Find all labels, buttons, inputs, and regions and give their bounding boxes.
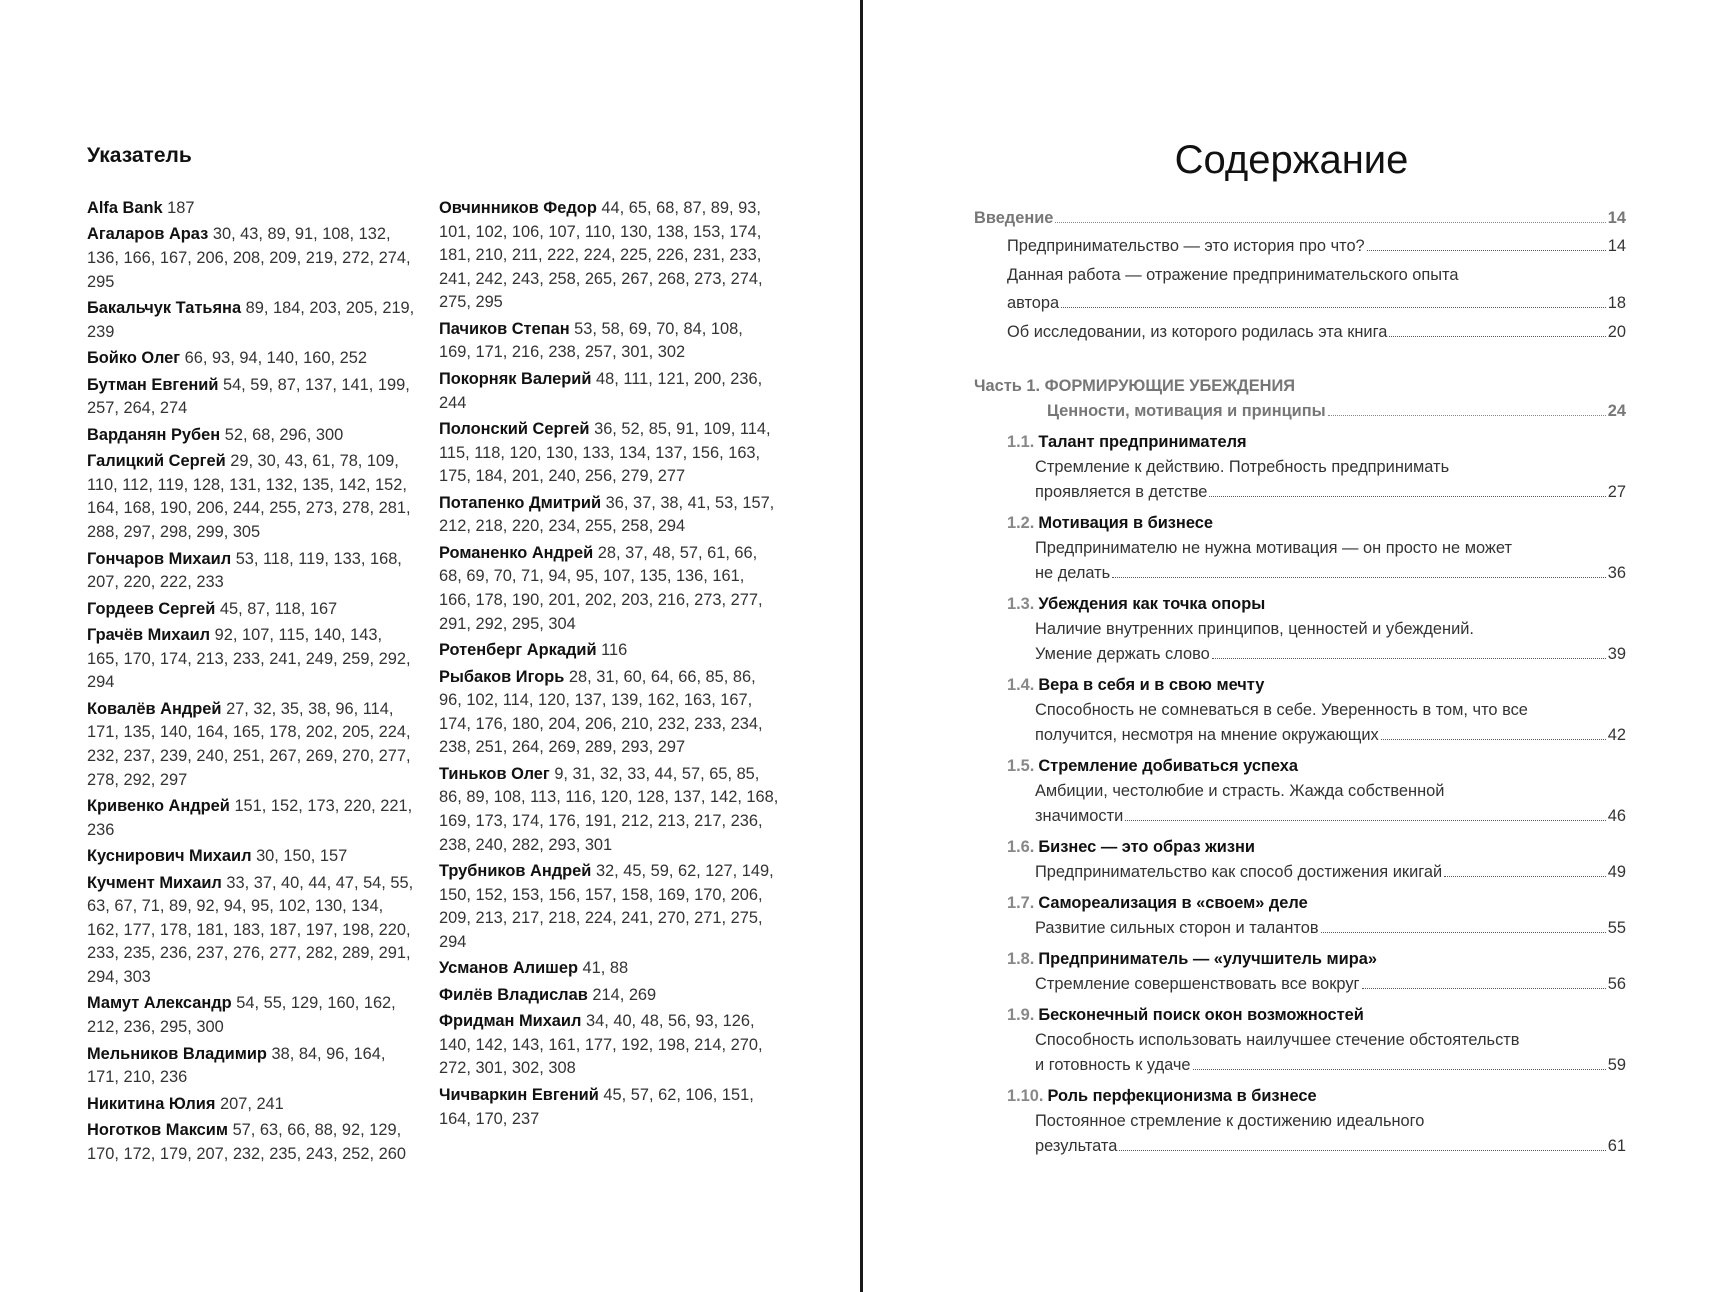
index-entry-name: Пачиков Степан (439, 319, 570, 338)
toc-chapter-title: Талант предпринимателя (1038, 433, 1247, 451)
toc-chapter-desc-line1: Наличие внутренних принципов, ценностей и убеждений. (1035, 620, 1474, 638)
toc-chapter-desc: Развитие сильных сторон и талантов (1035, 919, 1319, 937)
toc-chapter-number: 1.1. (1007, 433, 1035, 451)
toc-item-page: 18 (1607, 294, 1626, 312)
index-entry-name: Усманов Алишер (439, 959, 578, 978)
toc-chapters (974, 430, 1626, 1159)
toc-part-page: 24 (1607, 402, 1626, 420)
index-entry-name: Покорняк Валерий (439, 369, 592, 388)
toc-chapter[interactable] (974, 891, 1626, 941)
index-entry (439, 639, 779, 663)
index-entry-name: Грачёв Михаил (87, 626, 211, 645)
toc-chapter-desc-line2 (1007, 642, 1626, 667)
toc-chapter-desc: Умение держать слово (1035, 645, 1210, 663)
toc-chapter-title: Вера в себя и в свою мечту (1038, 676, 1265, 694)
dot-leader (1389, 336, 1605, 337)
dot-leader (1381, 739, 1606, 740)
toc-chapter-desc: не делать (1035, 564, 1111, 582)
toc-item-title-line2: автора (1007, 294, 1060, 312)
index-entry (87, 698, 417, 792)
index-entry-pages: 29, 30, 43, 61, 78, 109, 110, 112, 119, 128, 131, 132, 135, 142, 152, 164, 168, 190, 206, 244, 255, 273, 278, 281, 288, 297, 298, 299, 305 (87, 452, 411, 542)
index-entry-name: Чичваркин Евгений (439, 1085, 599, 1104)
index-entry-pages: 214, 269 (592, 985, 657, 1004)
toc-chapter-heading (1007, 1003, 1626, 1028)
index-entry (439, 860, 779, 954)
dot-leader (1367, 250, 1606, 251)
index-entry-pages: 33, 37, 40, 44, 47, 54, 55, 63, 67, 71, 89, 92, 94, 95, 102, 130, 134, 162, 177, 178, 181, 183, 187, 197, 198, 220, 233, 235, 236, 237, 276, 277, 282, 289, 291, 294, 303 (87, 873, 414, 986)
index-entry-pages: 187 (167, 199, 195, 217)
toc-chapter-heading (1007, 1084, 1626, 1109)
toc-chapter-desc-line2 (1007, 723, 1626, 748)
toc-chapter-heading (1007, 430, 1626, 455)
index-entry-name: Галицкий Сергей (87, 452, 226, 471)
index-entry (439, 666, 779, 760)
index-entry (87, 197, 417, 221)
dot-leader (1321, 932, 1606, 933)
index-entry (87, 795, 417, 842)
index-entry-name: Потапенко Дмитрий (439, 493, 602, 512)
index-entry-name: Кучмент Михаил (87, 873, 222, 892)
toc-chapter-desc-line2 (1007, 1053, 1626, 1078)
index-entry-pages: 207, 241 (219, 1094, 284, 1113)
toc-chapter-number: 1.4. (1007, 676, 1035, 694)
toc-chapter-desc: значимости (1035, 807, 1124, 825)
index-entry (87, 598, 417, 622)
index-entry-pages: 92, 107, 115, 140, 143, 165, 170, 174, 213, 233, 241, 249, 259, 292, 294 (87, 626, 411, 692)
index-entry-name: Куснирович Михаил (87, 847, 252, 866)
index-entry (439, 1010, 779, 1081)
toc-chapter-title: Роль перфекционизма в бизнесе (1047, 1087, 1317, 1105)
toc-chapter-desc-line1: Способность не сомневаться в себе. Уверенность в том, что все (1035, 701, 1528, 719)
dot-leader (1328, 415, 1606, 416)
toc-chapter-title: Стремление добиваться успеха (1038, 757, 1298, 775)
index-entry-name: Ковалёв Андрей (87, 699, 222, 718)
toc-chapter-number: 1.7. (1007, 894, 1035, 912)
toc-intro-item[interactable] (974, 318, 1626, 347)
index-entry-pages: 34, 40, 48, 56, 93, 126, 140, 142, 143, 161, 177, 192, 198, 214, 270, 272, 301, 302, 308 (439, 1012, 763, 1078)
toc-chapter-desc-line2 (1007, 480, 1626, 505)
toc-chapter-desc-line2 (1007, 860, 1626, 885)
dot-leader (1119, 1150, 1605, 1151)
index-entry (87, 424, 417, 448)
index-entry (87, 450, 417, 544)
index-entry (439, 1084, 779, 1131)
toc-chapter-number: 1.10. (1007, 1087, 1044, 1105)
toc-item-title-line1: Данная работа — отражение предпринимательского опыта (1007, 265, 1459, 284)
toc-chapter-desc: и готовность к удаче (1035, 1056, 1191, 1074)
index-entry-pages: 53, 118, 119, 133, 168, 207, 220, 222, 233 (87, 549, 402, 592)
index-entry-pages: 53, 58, 69, 70, 84, 108, 169, 171, 216, 238, 257, 301, 302 (439, 319, 743, 362)
index-entry (87, 624, 417, 695)
toc-chapter-desc-line1: Предпринимателю не нужна мотивация — он просто не может (1035, 539, 1512, 557)
index-entry-pages: 45, 87, 118, 167 (219, 599, 338, 618)
index-entry-pages: 44, 65, 68, 87, 89, 93, 101, 102, 106, 107, 110, 130, 138, 153, 174, 181, 210, 211, 222, 224, 225, 226, 231, 233, 241, 242, 243, 258, 265, 267, 268, 273, 274, 275, 295 (439, 199, 763, 312)
index-entry-pages: 9, 31, 32, 33, 44, 57, 65, 85, 86, 89, 108, 113, 116, 120, 128, 137, 142, 168, 169, 173, 174, 176, 191, 212, 213, 217, 236, 238, 240, 282, 293, 301 (439, 764, 779, 854)
toc-chapter-title: Бесконечный поиск окон возможностей (1038, 1006, 1364, 1024)
toc-chapter-page: 61 (1607, 1137, 1626, 1155)
index-entry-pages: 48, 111, 121, 200, 236, 244 (439, 369, 763, 412)
index-entry (439, 957, 779, 981)
index-entry-name: Гончаров Михаил (87, 549, 232, 568)
toc-chapter-number: 1.5. (1007, 757, 1035, 775)
index-entry-pages: 54, 55, 129, 160, 162, 212, 236, 295, 300 (87, 994, 396, 1037)
index-entry-name: Полонский Сергей (439, 420, 590, 439)
index-title: Указатель (87, 144, 192, 167)
index-entry-pages: 66, 93, 94, 140, 160, 252 (184, 349, 367, 368)
index-entry-name: Бутман Евгений (87, 375, 219, 394)
index-entry (439, 197, 779, 315)
toc-chapter-desc: получится, несмотря на мнение окружающих (1035, 726, 1379, 744)
index-entry-pages: 52, 68, 296, 300 (224, 425, 344, 444)
toc-chapter-desc-line1: Стремление к действию. Потребность предпринимать (1035, 458, 1450, 476)
dot-leader (1209, 496, 1605, 497)
index-entry-name: Варданян Рубен (87, 425, 221, 444)
index-entry (87, 297, 417, 344)
toc-chapter[interactable] (974, 1003, 1626, 1078)
index-entry (439, 418, 779, 489)
toc-part-subtitle: Ценности, мотивация и принципы (1047, 402, 1326, 420)
toc-intro-page: 14 (1607, 209, 1626, 227)
index-entry (439, 368, 779, 415)
index-entry-name: Мельников Владимир (87, 1044, 267, 1063)
index-entry-pages: 89, 184, 203, 205, 219, 239 (87, 299, 415, 341)
toc-chapter-desc-line1: Способность использовать наилучшее стечение обстоятельств (1035, 1031, 1520, 1049)
dot-leader (1112, 577, 1606, 578)
toc-part-heading[interactable]: Часть 1. ФОРМИРУЮЩИЕ УБЕЖДЕНИЯ (974, 377, 1296, 395)
index-entry (439, 492, 779, 539)
index-entry-pages: 28, 31, 60, 64, 66, 85, 86, 96, 102, 114, 120, 137, 139, 162, 163, 167, 174, 176, 180, 204, 206, 210, 232, 233, 234, 238, 251, 264, 269, 289, 293, 297 (439, 667, 763, 757)
toc-chapter-page: 55 (1607, 919, 1626, 937)
index-entry (87, 1043, 417, 1090)
index-entry-name: Тиньков Олег (439, 764, 550, 783)
index-entry-pages: 36, 37, 38, 41, 53, 157, 212, 218, 220, 234, 255, 258, 294 (439, 493, 775, 536)
toc-chapter-desc-line1: Амбиции, честолюбие и страсть. Жажда собственной (1035, 782, 1445, 800)
index-entry-pages: 116 (601, 641, 628, 660)
index-entry-pages: 30, 150, 157 (256, 847, 348, 866)
toc-chapter-heading (1007, 511, 1626, 536)
toc-chapter[interactable] (974, 1084, 1626, 1159)
toc-chapter[interactable] (974, 592, 1626, 667)
toc-chapter-page: 36 (1607, 564, 1626, 582)
toc-chapter-page: 39 (1607, 645, 1626, 663)
toc-chapter[interactable] (974, 835, 1626, 885)
index-entry-name: Никитина Юлия (87, 1094, 216, 1113)
index-entry-name: Трубников Андрей (439, 862, 592, 881)
dot-leader (1061, 307, 1606, 308)
toc-part-subheading[interactable] (974, 399, 1626, 424)
toc-chapter-desc-line2 (1007, 972, 1626, 997)
index-entry (87, 347, 417, 371)
index-entry-name: Гордеев Сергей (87, 599, 216, 618)
toc-chapter-page: 56 (1607, 975, 1626, 993)
toc-chapter-desc-line2 (1007, 916, 1626, 941)
toc-chapter-page: 49 (1607, 863, 1626, 881)
index-entry-pages: 28, 37, 48, 57, 61, 66, 68, 69, 70, 71, 94, 95, 107, 135, 136, 161, 166, 178, 190, 201, 202, 203, 216, 273, 277, 291, 292, 295, 304 (439, 543, 763, 633)
toc-chapter-heading (1007, 673, 1626, 698)
toc-chapter-desc-line2 (1007, 561, 1626, 586)
index-column-right (439, 197, 779, 1134)
toc-item-page: 20 (1607, 322, 1626, 341)
index-entry (87, 374, 417, 421)
contents-title: Содержание (1174, 138, 1409, 182)
toc-chapter-desc: Стремление совершенствовать все вокруг (1035, 975, 1360, 993)
toc-chapter-page: 59 (1607, 1056, 1626, 1074)
index-entry-pages: 38, 84, 96, 164, 171, 210, 236 (87, 1044, 386, 1087)
toc-intro-item[interactable] (974, 232, 1626, 261)
index-entry-pages: 36, 52, 85, 91, 109, 114, 115, 118, 120, 130, 133, 134, 137, 156, 163, 175, 184, 201, 240, 256, 279, 277 (439, 420, 771, 486)
index-entry-name: Агаларов Араз (87, 225, 209, 244)
toc-chapter-number: 1.6. (1007, 838, 1035, 856)
toc-chapter-heading (1007, 835, 1626, 860)
index-entry-pages: 45, 57, 62, 106, 151, 164, 170, 237 (439, 1085, 754, 1128)
toc-chapter-desc-line2 (1007, 1134, 1626, 1159)
page-spine-divider (860, 0, 863, 1292)
index-entry-name: Бойко Олег (87, 349, 181, 368)
toc-chapter-title: Бизнес — это образ жизни (1038, 838, 1255, 856)
index-entry (87, 845, 417, 869)
toc-intro-title: Введение (974, 209, 1054, 227)
index-entry-pages: 57, 63, 66, 88, 92, 129, 170, 172, 179, 207, 232, 235, 243, 252, 260 (87, 1121, 406, 1163)
index-entry-name: Кривенко Андрей (87, 797, 230, 816)
index-entry-name: Романенко Андрей (439, 543, 594, 562)
index-entry-pages: 30, 43, 89, 91, 108, 132, 136, 166, 167, 206, 208, 209, 219, 272, 274, 295 (87, 225, 411, 291)
toc-chapter-title: Предприниматель — «улучшитель мира» (1038, 950, 1377, 968)
toc-chapter-page: 46 (1607, 807, 1626, 825)
index-entry (439, 542, 779, 636)
toc-intro-heading[interactable] (974, 204, 1626, 232)
toc-chapter-desc-line2 (1007, 804, 1626, 829)
toc-item-page: 14 (1607, 237, 1626, 255)
toc-chapter-heading (1007, 891, 1626, 916)
toc-chapter-page: 27 (1607, 483, 1626, 501)
index-entry (439, 984, 779, 1008)
dot-leader (1212, 658, 1606, 659)
toc-chapter-heading (1007, 947, 1626, 972)
dot-leader (1362, 988, 1606, 989)
index-entry-pages: 32, 45, 59, 62, 127, 149, 150, 152, 153, 156, 157, 158, 169, 170, 206, 209, 213, 217, 218, 224, 241, 270, 271, 275, 294 (439, 862, 774, 951)
index-entry (87, 548, 417, 595)
toc-chapter[interactable] (974, 430, 1626, 505)
index-entry (87, 1093, 417, 1117)
toc-item-title: Об исследовании, из которого родилась эта книга (1007, 322, 1388, 341)
index-entry-pages: 54, 59, 87, 137, 141, 199, 257, 264, 274 (87, 375, 410, 418)
toc-chapter-heading (1007, 592, 1626, 617)
toc-chapter[interactable] (974, 673, 1626, 748)
dot-leader (1055, 222, 1605, 223)
index-entry-name: Alfa Bank (87, 199, 163, 217)
toc-item-title: Предпринимательство — это история про что? (1007, 237, 1365, 255)
toc-chapter-page: 42 (1607, 726, 1626, 744)
index-entry-pages: 151, 152, 173, 220, 221, 236 (87, 797, 413, 839)
index-entry (87, 1119, 417, 1166)
dot-leader (1193, 1069, 1606, 1070)
toc-chapter-heading (1007, 754, 1626, 779)
index-entry (87, 872, 417, 990)
dot-leader (1125, 820, 1606, 821)
index-entry-name: Овчинников Федор (439, 199, 597, 217)
toc-chapter-number: 1.2. (1007, 514, 1035, 532)
index-entry (439, 318, 779, 365)
toc-chapter[interactable] (974, 754, 1626, 829)
toc-chapter-number: 1.8. (1007, 950, 1035, 968)
index-entry-name: Рыбаков Игорь (439, 667, 565, 686)
index-entry-name: Филёв Владислав (439, 985, 588, 1004)
index-entry (87, 992, 417, 1039)
index-entry-name: Ноготков Максим (87, 1121, 228, 1140)
toc-chapter-number: 1.3. (1007, 595, 1035, 613)
index-entry-name: Фридман Михаил (439, 1012, 582, 1031)
toc-chapter-desc: Предпринимательство как способ достижения икигай (1035, 863, 1443, 881)
dot-leader (1444, 876, 1606, 877)
contents-page (974, 0, 1626, 1292)
toc-chapter-number: 1.9. (1007, 1006, 1035, 1024)
toc-chapter[interactable] (974, 947, 1626, 997)
toc-chapter-desc-line1: Постоянное стремление к достижению идеального (1035, 1112, 1425, 1130)
index-entry-name: Бакальчук Татьяна (87, 299, 242, 318)
table-of-contents (974, 204, 1626, 1159)
index-entry-pages: 27, 32, 35, 38, 96, 114, 171, 135, 140, 164, 165, 178, 202, 205, 224, 232, 237, 239, 240, 251, 267, 269, 270, 277, 278, 292, 297 (87, 699, 411, 789)
toc-intro-item[interactable] (974, 261, 1626, 318)
index-column-left (87, 197, 417, 1169)
toc-chapter[interactable] (974, 511, 1626, 586)
toc-chapter-title: Убеждения как точка опоры (1038, 595, 1266, 613)
index-entry-name: Ротенберг Аркадий (439, 641, 597, 660)
index-entry (439, 763, 779, 857)
index-entry (87, 223, 417, 294)
index-entry-pages: 41, 88 (582, 959, 629, 978)
index-entry-name: Мамут Александр (87, 994, 232, 1013)
toc-chapter-title: Мотивация в бизнесе (1038, 514, 1213, 532)
toc-chapter-desc: проявляется в детстве (1035, 483, 1208, 501)
toc-chapter-title: Самореализация в «своем» деле (1038, 894, 1308, 912)
toc-chapter-desc: результата (1035, 1137, 1118, 1155)
